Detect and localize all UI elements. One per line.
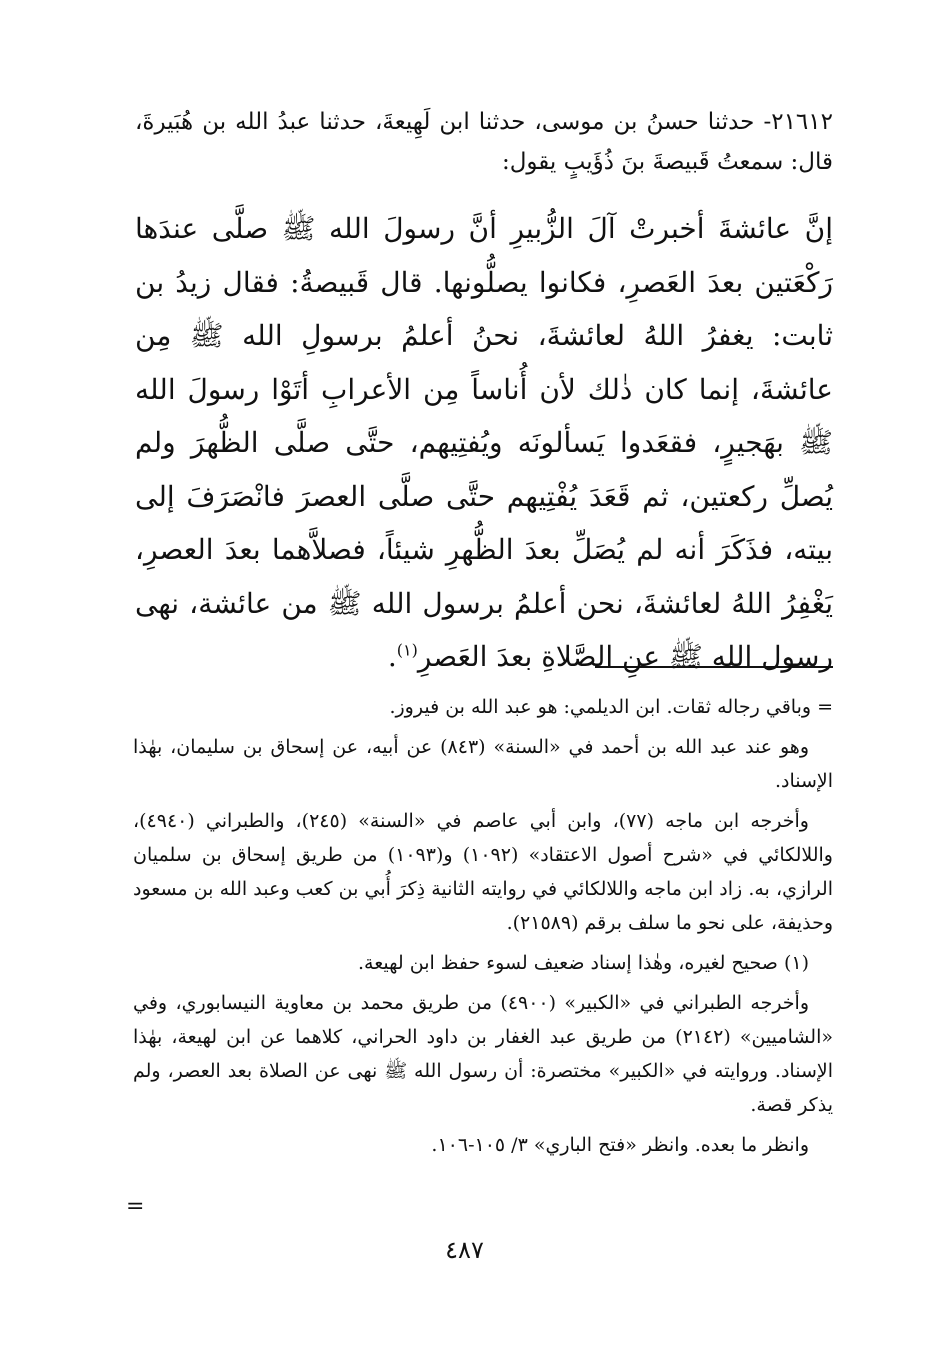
- footnote-paragraph: وأخرجه الطبراني في «الكبير» (٤٩٠٠) من طريق محمد بن معاوية النيسابوري، وفي «الشاميين» (٢١٤٢) من طريق عبد الغفار بن داود الحراني، كلاهما عن ابن لهيعة، بهٰذا الإسناد. وروايته في «الكبير» مختصرة: أن رسول الله ﷺ نهى عن الصلاة بعد العصر، ولم يذكر قصة.: [133, 992, 833, 1116]
- footnote-separator: [595, 666, 833, 668]
- footnote-paragraph: (١) صحيح لغيره، وهٰذا إسناد ضعيف لسوء حفظ ابن لهيعة.: [358, 952, 809, 974]
- page-number: ٤٨٧: [445, 1236, 484, 1264]
- footnote-paragraph: = وباقي رجاله ثقات. ابن الديلمي: هو عبد الله بن فيروز.: [389, 696, 833, 718]
- footnotes: [133, 690, 833, 1168]
- footnote-reference[interactable]: (١): [396, 640, 418, 660]
- footnote-paragraph: وانظر ما بعده. وانظر «فتح الباري» ٣/ ١٠٥-١٠٦.: [431, 1134, 809, 1156]
- footnote-paragraph: وهو عند عبد الله بن أحمد في «السنة» (٨٤٣) عن أبيه، عن إسحاق بن سليمان، بهٰذا الإسناد.: [133, 736, 833, 792]
- hadith-text: إنَّ عائشةَ أخبرتْ آلَ الزُّبيرِ أنَّ رسولَ الله ﷺ صلَّى عندَها رَكْعَتين بعدَ العَصرِ، فكانوا يصلُّونها. قال قَبيصةُ: فقال زيدُ بن ثابت: يغفرُ اللهُ لعائشةَ، نحنُ أعلمُ برسولِ الله ﷺ مِن عائشةَ، إنما كان ذٰلك لأن أُناساً مِن الأعرابِ أتَوْا رسولَ الله ﷺ بهَجيرٍ، فقعَدوا يَسألونَه ويُفتِيهم، حتَّى صلَّى الظُّهرَ ولم يُصلِّ ركعتين، ثم قَعَدَ يُفْتِيهم حتَّى صلَّى العصرَ فانْصَرَفَ إلى بيته، فذَكَرَ أنه لم يُصَلِّ بعدَ الظُّهرِ شيئاً، فصلاَّهما بعدَ العصرِ، يَغْفِرُ اللهُ لعائشةَ، نحن أعلمُ برسول الله ﷺ من عائشة، نهى رسول الله ﷺ عنِ الصَّلاةِ بعدَ العَصرِ: [135, 212, 833, 673]
- hadith-end-mark: .: [387, 640, 397, 673]
- hadith-chain-of-narration: ٢١٦١٢- حدثنا حسنُ بن موسى، حدثنا ابن لَهِيعةَ، حدثنا عبدُ الله بن هُبَيرةَ، قال: سمعتُ قَبيصةَ بنَ ذُؤَيبٍ يقول:: [135, 109, 833, 175]
- hadith-body: [135, 202, 833, 684]
- footnote-paragraph: وأخرجه ابن ماجه (٧٧)، وابن أبي عاصم في «السنة» (٢٤٥)، والطبراني (٤٩٤٠)، واللالكائي في «شرح أصول الاعتقاد» (١٠٩٢) و(١٠٩٣) من طريق إسحاق بن سلميان الرازي، به. زاد ابن ماجه واللالكائي في روايته الثانية ذِكرَ أُبي بن كعب وعبد الله بن مسعود وحذيفة، على نحو ما سلف برقم (٢١٥٨٩).: [133, 810, 833, 934]
- continuation-mark: =: [126, 1194, 145, 1219]
